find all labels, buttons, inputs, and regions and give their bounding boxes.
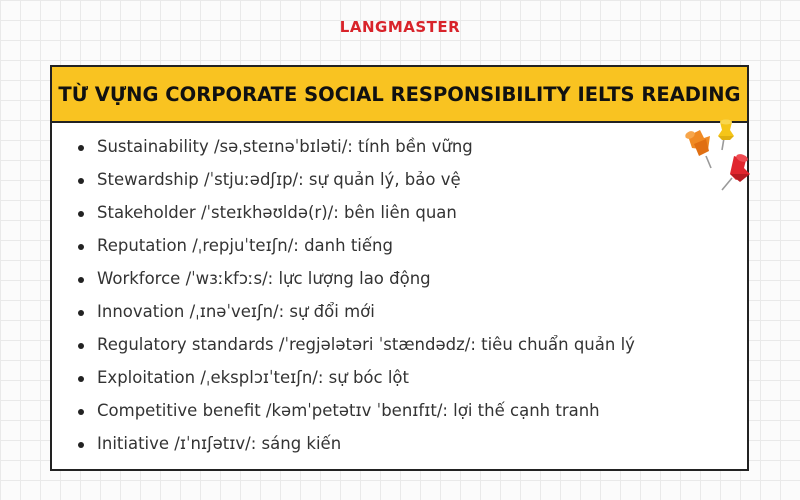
list-item [52, 333, 747, 366]
vocab-text: Competitive benefit /kəmˈpetətɪv ˈbenɪfɪt/: lợi thế cạnh tranh [97, 401, 600, 420]
vocab-text: Sustainability /səˌsteɪnəˈbɪləti/: tính bền vững [97, 137, 473, 156]
list-item [52, 432, 747, 465]
bullet-icon [78, 343, 84, 349]
vocab-text: Workforce /ˈwɜːkfɔːs/: lực lượng lao động [97, 269, 431, 288]
yellow-pushpin-icon [718, 120, 734, 151]
vocab-text: Stakeholder /ˈsteɪkhəʊldə(r)/: bên liên quan [97, 203, 457, 222]
list-item [52, 201, 747, 234]
vocab-text: Innovation /ˌɪnəˈveɪʃn/: sự đổi mới [97, 302, 375, 321]
brand-logo: LANGMASTER [339, 18, 461, 36]
bullet-icon [78, 409, 84, 415]
vocab-text: Regulatory standards /ˈregjələtəri ˈstændədz/: tiêu chuẩn quản lý [97, 335, 635, 354]
bullet-icon [78, 145, 84, 151]
red-pushpin-icon [722, 153, 750, 190]
bullet-icon [78, 244, 84, 250]
list-item [52, 234, 747, 267]
list-item [52, 168, 747, 201]
pushpins-decoration [680, 118, 760, 198]
card-title: TỪ VỰNG CORPORATE SOCIAL RESPONSIBILITY IELTS READING [52, 67, 747, 123]
list-item [52, 399, 747, 432]
list-item [52, 300, 747, 333]
bullet-icon [78, 442, 84, 448]
list-item [52, 267, 747, 300]
bullet-icon [78, 211, 84, 217]
bullet-icon [78, 310, 84, 316]
vocab-text: Stewardship /ˈstjuːədʃɪp/: sự quản lý, bảo vệ [97, 170, 461, 189]
vocabulary-list [52, 123, 747, 465]
list-item [52, 366, 747, 399]
vocab-text: Reputation /ˌrepjuˈteɪʃn/: danh tiếng [97, 236, 393, 255]
bullet-icon [78, 277, 84, 283]
list-item [52, 135, 747, 168]
orange-pushpin-icon [684, 130, 711, 168]
vocab-text: Exploitation /ˌeksplɔɪˈteɪʃn/: sự bóc lột [97, 368, 409, 387]
bullet-icon [78, 178, 84, 184]
vocab-text: Initiative /ɪˈnɪʃətɪv/: sáng kiến [97, 434, 342, 453]
vocabulary-card [50, 65, 749, 471]
bullet-icon [78, 376, 84, 382]
